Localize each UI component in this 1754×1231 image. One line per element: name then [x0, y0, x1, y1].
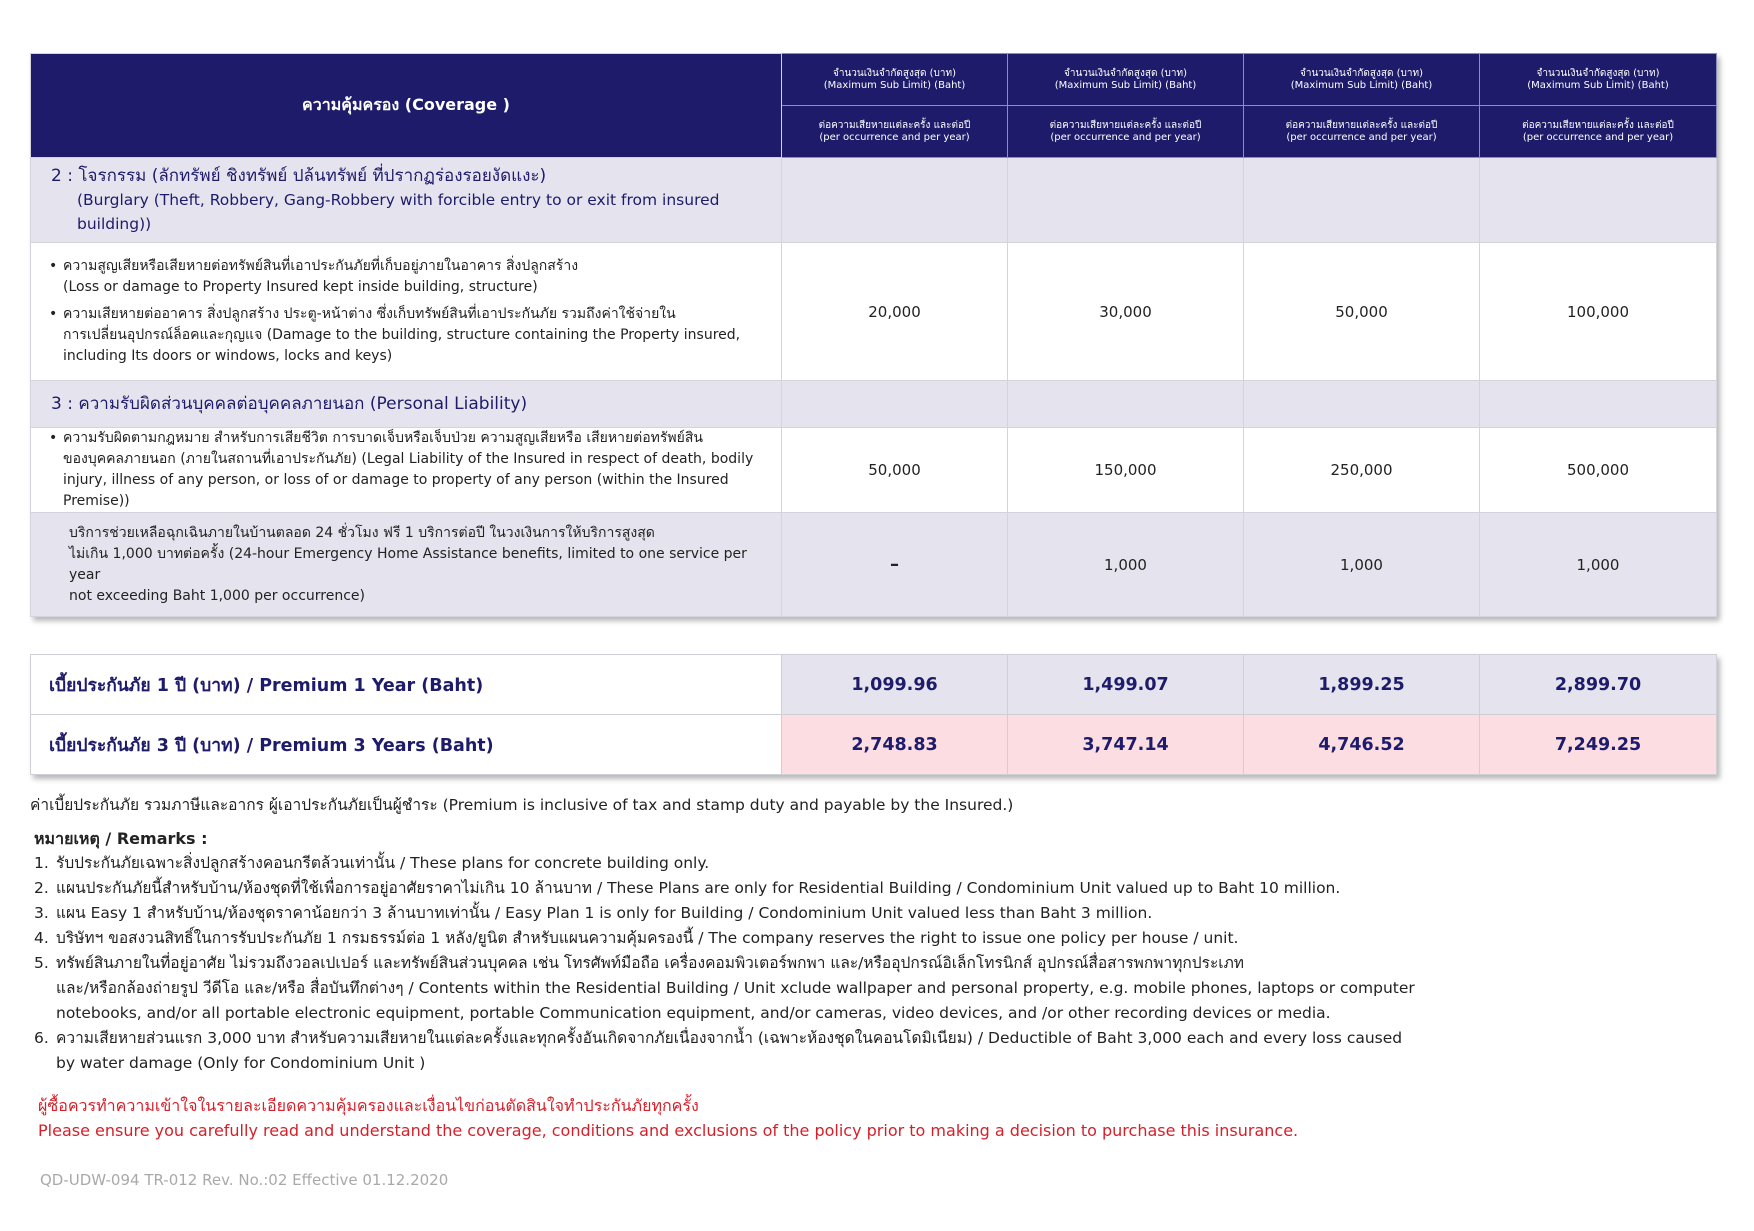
limit-value: 50,000: [1244, 243, 1480, 381]
limit-value: 30,000: [1008, 243, 1244, 381]
premium-1-year-label: เบี้ยประกันภัย 1 ปี (บาท) / Premium 1 Year (Baht): [31, 655, 782, 715]
col-header-occurrence: ต่อความเสียหายแต่ละครั้ง และต่อปี (per occurrence and per year): [1480, 106, 1717, 158]
header-row-limit: [31, 54, 1717, 106]
warning-english: Please ensure you carefully read and understand the coverage, conditions and exclusions of the policy prior to making a decision to purchase this insurance.: [38, 1121, 1299, 1140]
premium-value: 7,249.25: [1480, 715, 1717, 775]
col-header-limit: จำนวนเงินจำกัดสูงสุด (บาท) (Maximum Sub Limit) (Baht): [1480, 54, 1717, 106]
premium-value: 1,899.25: [1244, 655, 1480, 715]
limit-value: 1,000: [1244, 513, 1480, 617]
remark-item: 2. แผนประกันภัยนี้สำหรับบ้าน/ห้องชุดที่ใช้เพื่อการอยู่อาศัยราคาไม่เกิน 10 ล้านบาท / These Plans are only for Residential Building / Condominium Unit valued up to Baht 10 million.: [34, 879, 1341, 897]
warning-thai: ผู้ซื้อควรทำความเข้าใจในรายละเอียดความคุ้มครองและเงื่อนไขก่อนตัดสินใจทำประกันภัยทุกครั้ง: [38, 1096, 699, 1115]
remarks-list: [34, 851, 1594, 1076]
section-3-title: 3 : ความรับผิดส่วนบุคคลต่อบุคคลภายนอก (Personal Liability): [31, 381, 782, 428]
remark-item: 4. บริษัทฯ ขอสงวนสิทธิ์ในการรับประกันภัย 1 กรมธรรม์ต่อ 1 หลัง/ยูนิต สำหรับแผนความคุ้มครองนี้ / The company reserves the right to issue one policy per house / unit.: [34, 929, 1239, 947]
remarks-title: หมายเหตุ / Remarks :: [34, 829, 208, 848]
remark-item: 6. ความเสียหายส่วนแรก 3,000 บาท สำหรับความเสียหายในแต่ละครั้งและทุกครั้งอันเกิดจากภัยเนื่องจากน้ำ (เฉพาะห้องชุดในคอนโดมิเนียม) / Deductible of Baht 3,000 each and every loss caused by water damage (Only for Condominium Unit ): [34, 1029, 1403, 1072]
col-header-limit: จำนวนเงินจำกัดสูงสุด (บาท) (Maximum Sub Limit) (Baht): [1008, 54, 1244, 106]
section-2-item-row: [31, 243, 1717, 381]
premium-3-years-label: เบี้ยประกันภัย 3 ปี (บาท) / Premium 3 Years (Baht): [31, 715, 782, 775]
premium-value: 1,499.07: [1008, 655, 1244, 715]
premium-value: 1,099.96: [782, 655, 1008, 715]
bullet-item: • ความเสียหายต่ออาคาร สิ่งปลูกสร้าง ประตู-หน้าต่าง ซึ่งเก็บทรัพย์สินที่เอาประกันภัย รวมถึงค่าใช้จ่ายใน: [49, 304, 773, 325]
limit-value: 1,000: [1480, 513, 1717, 617]
col-header-limit: จำนวนเงินจำกัดสูงสุด (บาท) (Maximum Sub Limit) (Baht): [1244, 54, 1480, 106]
col-header-occurrence: ต่อความเสียหายแต่ละครั้ง และต่อปี (per occurrence and per year): [1244, 106, 1480, 158]
coverage-header: ความคุ้มครอง (Coverage ): [31, 54, 782, 158]
limit-value: 250,000: [1244, 428, 1480, 513]
premium-value: 2,899.70: [1480, 655, 1717, 715]
purchase-warning: [38, 1093, 1298, 1143]
col-header-occurrence: ต่อความเสียหายแต่ละครั้ง และต่อปี (per occurrence and per year): [1008, 106, 1244, 158]
section-2-header-row: [31, 158, 1717, 243]
section-2-description: • ความสูญเสียหรือเสียหายต่อทรัพย์สินที่เอาประกันภัยที่เก็บอยู่ภายในอาคาร สิ่งปลูกสร้าง (Loss or damage to Property Insured kept inside building, structure) • ความเสียหายต่ออาคาร สิ่งปลูกสร้าง ประตู-หน้าต่าง ซึ่งเก็บทรัพย์สินที่เอาประกันภัย รวมถึงค่าใช้จ่ายใน การเปลี่ยนอุปกรณ์ล็อคและกุญแจ (Damage to the building, structure containing the Property insured, including Its doors or windows, locks and keys): [31, 243, 782, 381]
emergency-assistance-row: [31, 513, 1717, 617]
premium-value: 3,747.14: [1008, 715, 1244, 775]
section-2-subtitle: (Burglary (Theft, Robbery, Gang-Robbery with forcible entry to or exit from insured building)): [77, 191, 720, 233]
section-3-header-row: [31, 381, 1717, 428]
limit-value: 1,000: [1008, 513, 1244, 617]
limit-value: 500,000: [1480, 428, 1717, 513]
remark-item: 5. ทรัพย์สินภายในที่อยู่อาศัย ไม่รวมถึงวอลเปเปอร์ และทรัพย์สินส่วนบุคคล เช่น โทรศัพท์มือถือ เครื่องคอมพิวเตอร์พกพา และ/หรืออุปกรณ์อิเล็กโทรนิกส์ อุปกรณ์สื่อสารพกพาทุกประเภท และ/หรือกล้องถ่ายรูป วีดีโอ และ/หรือ สื่อบันทึกต่างๆ / Contents within the Residential Building / Unit xclude wallpaper and personal property, e.g. mobile phones, laptops or computer notebooks, and/or all portable electronic equipment, portable Communication equipment, and/or cameras, video devices, and /or other recording devices or media.: [34, 954, 1415, 1022]
premium-value: 4,746.52: [1244, 715, 1480, 775]
section-3-description: • ความรับผิดตามกฎหมาย สำหรับการเสียชีวิต การบาดเจ็บหรือเจ็บป่วย ความสูญเสียหรือ เสียหายต่อทรัพย์สิน ของบุคคลภายนอก (ภายในสถานที่เอาประกันภัย) (Legal Liability of the Insured in respect of death, bodily injury, illness of any person, or loss of or damage to property of any person (within the Insured Premise)): [31, 428, 782, 513]
col-header-occurrence: ต่อความเสียหายแต่ละครั้ง และต่อปี (per occurrence and per year): [782, 106, 1008, 158]
limit-value: 20,000: [782, 243, 1008, 381]
section-3-item-row: [31, 428, 1717, 513]
limit-value: 50,000: [782, 428, 1008, 513]
limit-value: 150,000: [1008, 428, 1244, 513]
premium-note: ค่าเบี้ยประกันภัย รวมภาษีและอากร ผู้เอาประกันภัยเป็นผู้ชำระ (Premium is inclusive of tax and stamp duty and payable by the Insured.): [30, 796, 1014, 814]
remark-item: 3. แผน Easy 1 สำหรับบ้าน/ห้องชุดราคาน้อยกว่า 3 ล้านบาทเท่านั้น / Easy Plan 1 is only for Building / Condominium Unit valued less than Baht 3 million.: [34, 904, 1153, 922]
emergency-description: บริการช่วยเหลือฉุกเฉินภายในบ้านตลอด 24 ชั่วโมง ฟรี 1 บริการต่อปี ในวงเงินการให้บริการสูงสุด ไม่เกิน 1,000 บาทต่อครั้ง (24-hour Emergency Home Assistance benefits, limited to one service per year not exceeding Baht 1,000 per occurrence): [31, 513, 782, 617]
limit-value: –: [782, 513, 1008, 617]
document-code-footer: QD-UDW-094 TR-012 Rev. No.:02 Effective 01.12.2020: [40, 1171, 449, 1189]
premium-value: 2,748.83: [782, 715, 1008, 775]
bullet-item: • ความรับผิดตามกฎหมาย สำหรับการเสียชีวิต การบาดเจ็บหรือเจ็บป่วย ความสูญเสียหรือ เสียหายต่อทรัพย์สิน: [49, 428, 773, 449]
col-header-limit: จำนวนเงินจำกัดสูงสุด (บาท) (Maximum Sub Limit) (Baht): [782, 54, 1008, 106]
premium-table: [30, 654, 1717, 775]
limit-value: 100,000: [1480, 243, 1717, 381]
premium-3-years-row: [31, 715, 1717, 775]
coverage-table: [30, 53, 1717, 617]
bullet-item: • ความสูญเสียหรือเสียหายต่อทรัพย์สินที่เอาประกันภัยที่เก็บอยู่ภายในอาคาร สิ่งปลูกสร้าง: [49, 256, 773, 277]
remark-item: 1. รับประกันภัยเฉพาะสิ่งปลูกสร้างคอนกรีตล้วนเท่านั้น / These plans for concrete building only.: [34, 854, 710, 872]
premium-1-year-row: [31, 655, 1717, 715]
section-2-title: 2 : โจรกรรม (ลักทรัพย์ ชิงทรัพย์ ปล้นทรัพย์ ที่ปรากฏร่องรอยงัดแงะ) (Burglary (Theft, Robbery, Gang-Robbery with forcible entry to or exit from insured building)): [31, 158, 782, 243]
